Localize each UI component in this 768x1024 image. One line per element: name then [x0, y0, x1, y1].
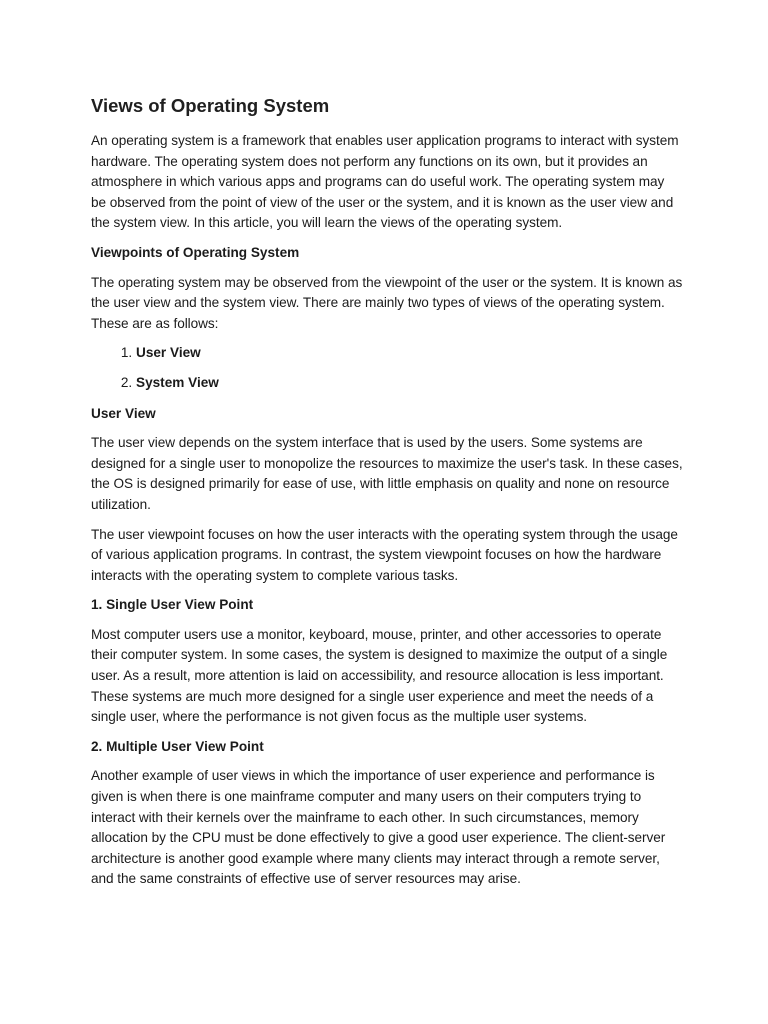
user-view-paragraph-2: The user viewpoint focuses on how the user interacts with the operating system through the usage of various application programs. In contrast, the system viewpoint focuses on how the hardware interacts with the operating system to complete various tasks. [91, 526, 678, 583]
list-item [136, 343, 683, 364]
list-item [136, 373, 683, 394]
document-page [91, 92, 683, 899]
page-title: Views of Operating System [91, 95, 330, 116]
list-item-label: System View [136, 375, 219, 391]
single-user-heading: 1. Single User View Point [91, 597, 254, 613]
view-types-list [91, 343, 683, 394]
list-item-label: User View [136, 345, 201, 361]
user-view-heading: User View [91, 405, 156, 421]
multiple-user-heading: 2. Multiple User View Point [91, 738, 264, 754]
multiple-user-paragraph: Another example of user views in which the importance of user experience and performance is given is when there is one mainframe computer and many users on their computers trying to interact with their kernels over the mainframe to each other. In such circumstances, memory allocation by the CPU must be done effectively to give a good user experience. The client-server architecture is another good example where many clients may interact through a remote server, and the same constraints of effective use of server resources may arise. [91, 768, 666, 887]
viewpoints-paragraph: The operating system may be observed from the viewpoint of the user or the system. It is known as the user view and the system view. There are mainly two types of views of the operating system. These are as follows: [91, 274, 683, 331]
user-view-paragraph-1: The user view depends on the system interface that is used by the users. Some systems are designed for a single user to monopolize the resources to maximize the user's task. In these cases, the OS is designed primarily for ease of use, with little emphasis on quality and none on resource utilization. [91, 435, 683, 512]
intro-paragraph: An operating system is a framework that enables user application programs to interact with system hardware. The operating system does not perform any functions on its own, but it provides an atmosphere in which various apps and programs can do useful work. The operating system may be observed from the point of view of the user or the system, and it is known as the user view and the system view. In this article, you will learn the views of the operating system. [91, 133, 679, 231]
single-user-paragraph: Most computer users use a monitor, keyboard, mouse, printer, and other accessories to operate their computer system. In some cases, the system is designed to maximize the output of a single user. As a result, more attention is laid on accessibility, and resource allocation is less important. These systems are much more designed for a single user experience and meet the needs of a single user, where the performance is not given focus as the multiple user systems. [91, 626, 668, 725]
viewpoints-heading: Viewpoints of Operating System [91, 244, 300, 260]
